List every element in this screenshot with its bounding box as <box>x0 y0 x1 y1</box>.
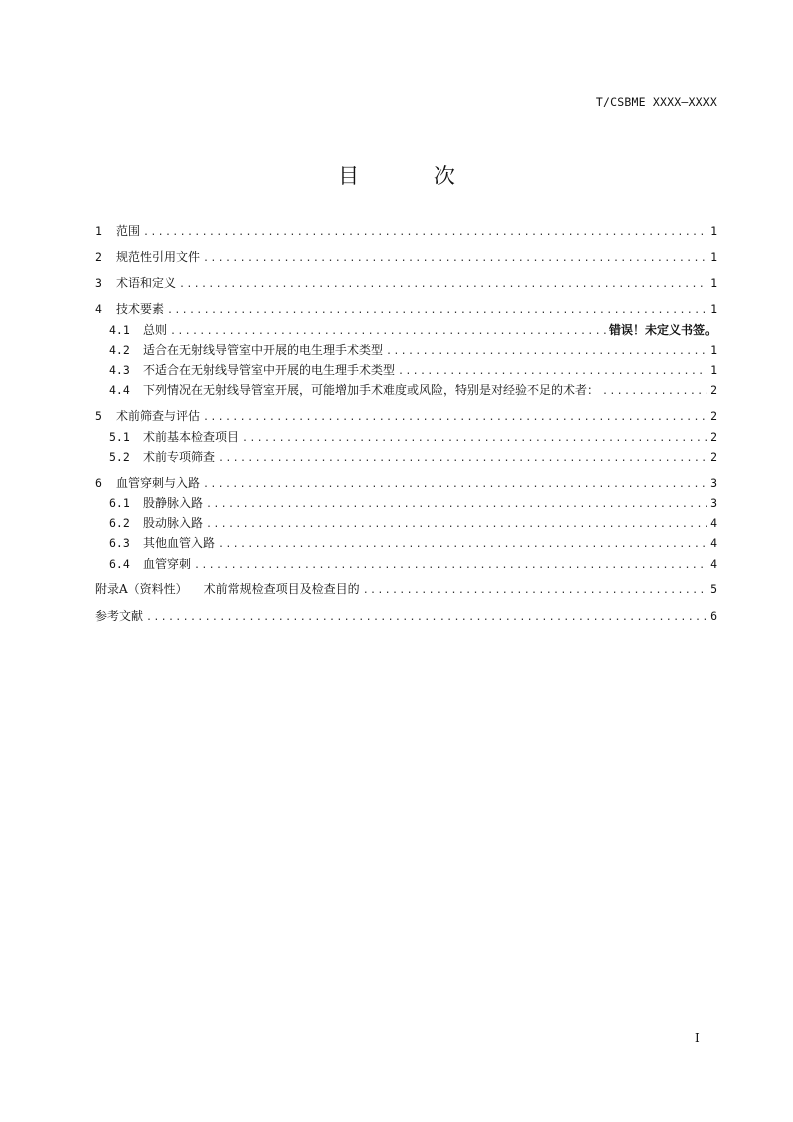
toc-entry[interactable] <box>95 247 717 268</box>
dot-leader <box>218 535 707 555</box>
toc-entry[interactable] <box>95 360 717 380</box>
toc-entry[interactable] <box>95 447 717 467</box>
toc-entry-label: 术前常规检查项目及检查目的 <box>203 582 360 597</box>
toc-entry-number: 4.4 <box>109 383 130 398</box>
dot-leader <box>386 342 707 362</box>
toc-entry[interactable] <box>95 579 717 600</box>
page-number: I <box>695 1031 700 1045</box>
dot-leader <box>179 275 707 296</box>
toc-entry-page: 1 <box>710 276 717 291</box>
toc-entry[interactable] <box>95 427 717 447</box>
dot-leader <box>194 556 707 576</box>
dot-leader <box>218 449 707 469</box>
toc-entry-page: 2 <box>710 429 717 444</box>
toc-entry-page: 1 <box>710 302 717 317</box>
toc-entry-label: 其他血管入路 <box>143 536 216 551</box>
dot-leader <box>203 475 707 496</box>
toc-entry-label: 不适合在无射线导管室中开展的电生理手术类型 <box>143 363 396 378</box>
dot-leader <box>146 608 707 629</box>
toc-entry-label: 血管穿刺 <box>143 556 192 571</box>
dot-leader <box>206 495 707 515</box>
toc-entry-number: 4 <box>95 302 102 317</box>
toc-entry[interactable] <box>95 273 717 294</box>
toc-entry[interactable] <box>95 406 717 427</box>
toc-entry-label: 术语和定义 <box>116 276 177 291</box>
toc-entry-page: 3 <box>710 496 717 511</box>
toc-entry-page: 4 <box>710 516 717 531</box>
toc-entry-label: 下列情况在无射线导管室开展，可能增加手术难度或风险，特别是对经验不足的术者： <box>143 383 600 398</box>
dot-leader <box>203 408 707 429</box>
toc-entry-number: 3 <box>95 276 102 291</box>
toc-entry[interactable] <box>95 606 717 627</box>
dot-leader <box>143 223 707 244</box>
toc-entry-label: 术前专项筛查 <box>143 449 216 464</box>
toc-entry-page: 2 <box>710 383 717 398</box>
toc-entry-label: 参考文献 <box>95 608 144 623</box>
toc-entry-number: 2 <box>95 250 102 265</box>
toc-entry-label: 总则 <box>143 322 168 337</box>
toc-entry-number: 5.1 <box>109 429 130 444</box>
toc-entry-label: 技术要素 <box>116 302 165 317</box>
toc-entry-page: 4 <box>710 536 717 551</box>
dot-leader <box>170 322 606 342</box>
toc-entry-page: 6 <box>710 608 717 623</box>
toc-entry[interactable] <box>95 221 717 242</box>
toc-entry-number: 附录A（资料性） <box>95 582 188 597</box>
toc-entry-number: 4.1 <box>109 322 130 337</box>
table-of-contents <box>95 221 717 626</box>
toc-entry-page: 2 <box>710 409 717 424</box>
toc-entry-number: 6.3 <box>109 536 130 551</box>
toc-entry-error: 错误！未定义书签。 <box>608 322 717 337</box>
toc-entry[interactable] <box>95 554 717 574</box>
toc-entry-number: 6.1 <box>109 496 130 511</box>
toc-entry-page: 1 <box>710 363 717 378</box>
toc-entry-label: 术前基本检查项目 <box>143 429 240 444</box>
toc-entry-number: 6 <box>95 475 102 490</box>
document-code: T/CSBME XXXX—XXXX <box>595 95 717 109</box>
toc-entry-label: 规范性引用文件 <box>116 250 201 265</box>
dot-leader <box>602 382 707 402</box>
toc-entry[interactable] <box>95 380 717 400</box>
dot-leader <box>242 429 707 449</box>
toc-entry-label: 范围 <box>116 224 141 238</box>
dot-leader <box>203 249 707 270</box>
toc-entry-number: 1 <box>95 224 102 238</box>
toc-title: 目 次 <box>338 164 489 188</box>
toc-entry-number: 5.2 <box>109 449 130 464</box>
toc-entry[interactable] <box>95 340 717 360</box>
toc-entry-number: 6.4 <box>109 556 130 571</box>
toc-entry-page: 1 <box>710 342 717 357</box>
toc-entry-label: 术前筛查与评估 <box>116 409 201 424</box>
toc-entry[interactable] <box>95 513 717 533</box>
toc-entry-page: 3 <box>710 475 717 490</box>
toc-entry-page: 1 <box>710 224 717 238</box>
dot-leader <box>206 515 707 535</box>
dot-leader <box>363 581 707 602</box>
toc-entry-number: 5 <box>95 409 102 424</box>
toc-entry-page: 1 <box>710 250 717 265</box>
toc-entry-label: 股静脉入路 <box>143 496 204 511</box>
toc-entry[interactable] <box>95 473 717 494</box>
toc-entry[interactable] <box>95 533 717 553</box>
toc-entry-label: 股动脉入路 <box>143 516 204 531</box>
toc-entry-number: 6.2 <box>109 516 130 531</box>
toc-entry[interactable] <box>95 299 717 320</box>
toc-entry-number: 4.3 <box>109 363 130 378</box>
toc-entry-page: 4 <box>710 556 717 571</box>
toc-entry-number: 4.2 <box>109 342 130 357</box>
dot-leader <box>167 301 707 322</box>
toc-entry-label: 血管穿刺与入路 <box>116 475 201 490</box>
toc-entry[interactable] <box>95 320 717 340</box>
toc-entry[interactable] <box>95 493 717 513</box>
toc-entry-page: 5 <box>710 582 717 597</box>
toc-entry-page: 2 <box>710 449 717 464</box>
toc-entry-label: 适合在无射线导管室中开展的电生理手术类型 <box>143 342 384 357</box>
dot-leader <box>398 362 707 382</box>
